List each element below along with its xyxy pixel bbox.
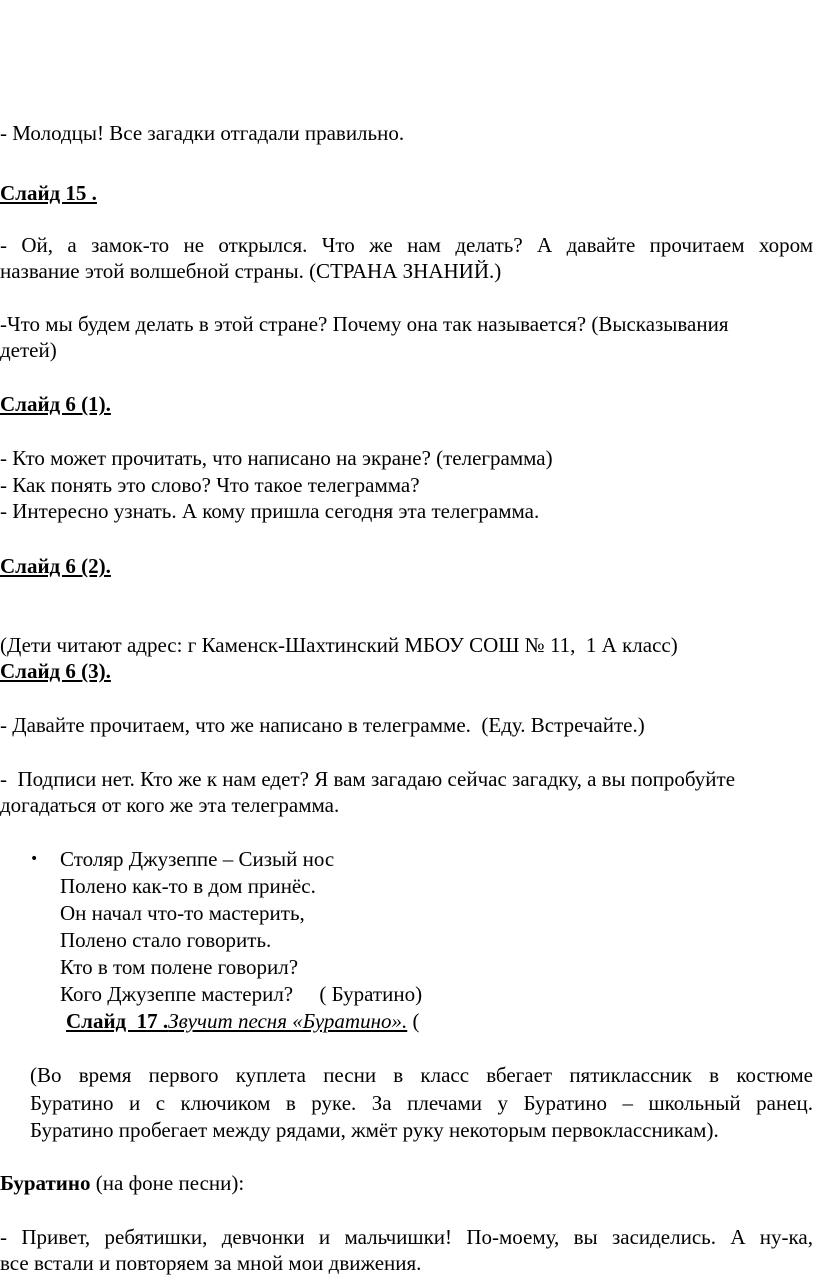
heading-slide-6-3: Слайд 6 (3). [0,659,111,683]
poem-line-3: Он начал что-то мастерить, [60,901,305,925]
paragraph-buratino-enters-line-2: Буратино и с ключиком в руке. За плечами у Буратино – школьный ранец. [30,1091,813,1115]
heading-slide-6-2: Слайд 6 (2). [0,554,111,578]
poem-line-4: Полено стало говорить. [60,928,272,952]
paragraph-address: (Дети читают адрес: г Каменск-Шахтинский МБОУ СОШ № 11, 1 А класс) [0,633,678,657]
paragraph-lock-line-1: - Ой, а замок-то не открылся. Что же нам делать? А давайте прочитаем хором [0,233,813,257]
paragraph-praise: - Молодцы! Все загадки отгадали правильно. [0,121,405,145]
paragraph-country-line-1: -Что мы будем делать в этой стране? Почему она так называется? (Высказывания [0,312,729,336]
slide-17-tail: ( [407,1009,420,1033]
bullet-icon: • [30,851,39,867]
paragraph-riddle-line-1: - Подписи нет. Кто же к нам едет? Я вам загадаю сейчас загадку, а вы попробуйте [0,767,736,791]
paragraph-greeting-line-2: все встали и повторяем за мной мои движения. [0,1251,422,1275]
paragraph-buratino-enters-line-3: Буратино пробегает между рядами, жмёт руку некоторым первоклассникам). [30,1118,719,1142]
paragraph-greeting-line-1: - Привет, ребятишки, девчонки и мальчишки! По-моему, вы засиделись. А ну-ка, [0,1225,813,1249]
question-line-3: - Интересно узнать. А кому пришла сегодня эта телеграмма. [0,499,540,523]
speaker-line [0,1170,244,1196]
slide-17-song: Звучит песня «Буратино». [168,1009,408,1033]
poem-line-5: Кто в том полене говорил? [60,955,299,979]
paragraph-country-line-2: детей) [0,338,57,362]
poem-line-1: Столяр Джузеппе – Сизый нос [60,847,335,871]
poem-line-2: Полено как-то в дом принёс. [60,874,316,898]
question-line-2: - Как понять это слово? Что такое телеграмма? [0,473,420,497]
paragraph-riddle-line-2: догадаться от кого же эта телеграмма. [0,793,340,817]
poem-line-6: Кого Джузеппе мастерил? ( Буратино) [60,982,423,1006]
heading-slide-6-1: Слайд 6 (1). [0,392,111,416]
paragraph-lock-line-2: название этой волшебной страны. (СТРАНА ЗНАНИЙ.) [0,259,502,283]
paragraph-telegram: - Давайте прочитаем, что же написано в телеграмме. (Еду. Встречайте.) [0,713,645,737]
question-line-1: - Кто может прочитать, что написано на экране? (телеграмма) [0,446,553,470]
slide-17-line [66,1008,420,1034]
heading-slide-15: Слайд 15 . [0,181,97,205]
speaker-name: Буратино [0,1171,91,1195]
slide-17-label: Слайд 17 . [66,1009,169,1033]
speaker-note: (на фоне песни): [90,1171,245,1195]
paragraph-buratino-enters-line-1: (Во время первого куплета песни в класс вбегает пятиклассник в костюме [30,1063,813,1087]
